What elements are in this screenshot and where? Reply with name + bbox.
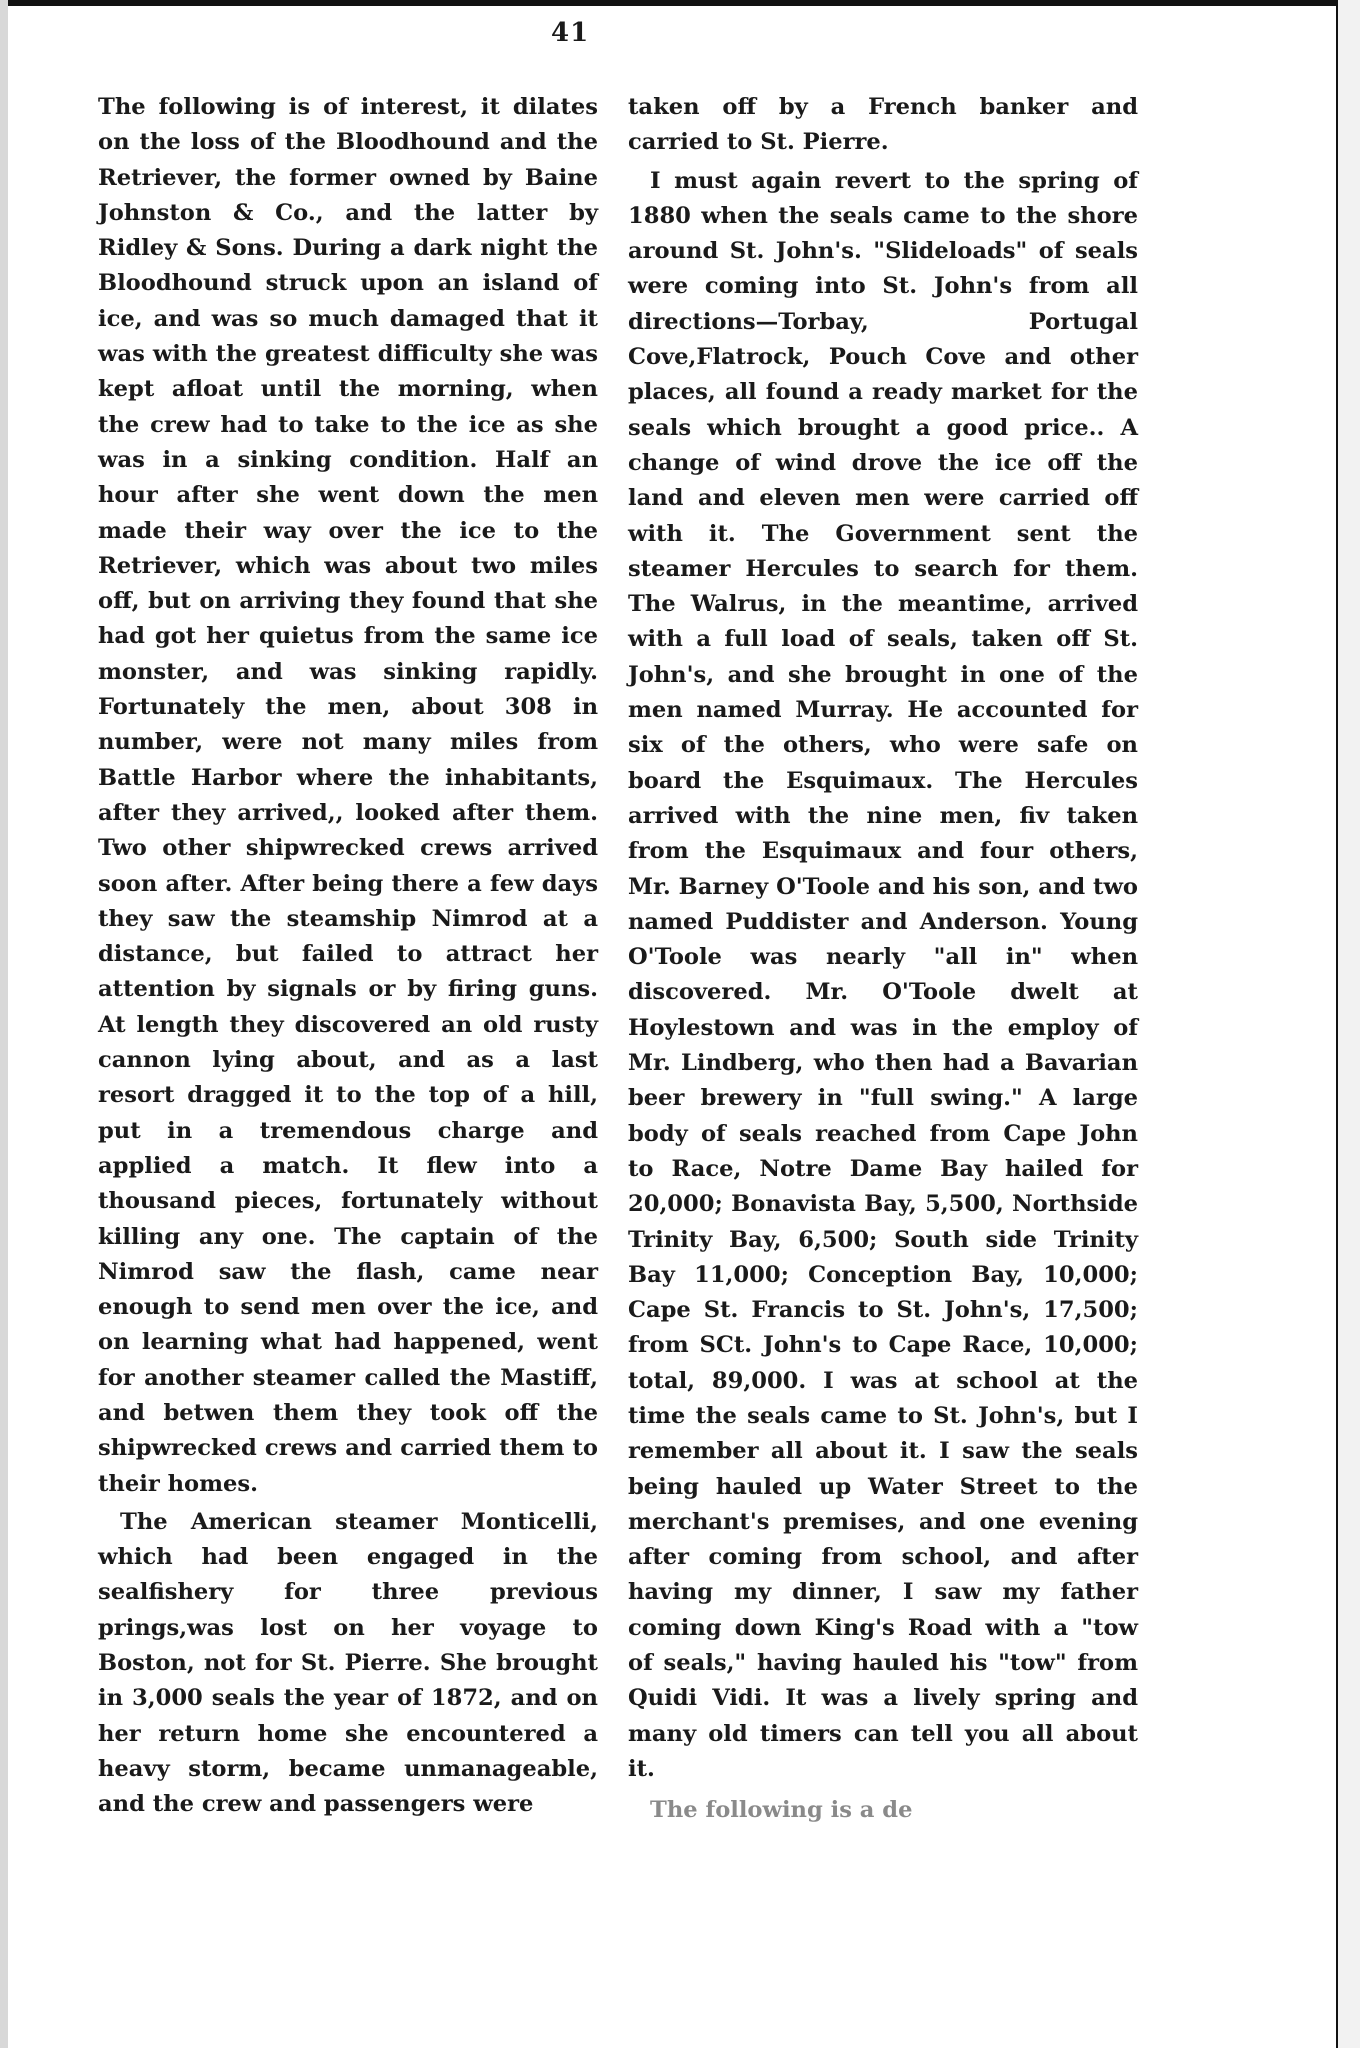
left-paragraph-1: The following is of interest, it dilates on the loss of the Bloodhound and the Retriever, the former owned by Baine Johnston & Co., and the latter by Ridley & Sons. During a dark night the Bloodhound struck upon an island of ice, and was so much damaged that it was with the greatest difficulty she was kept afloat until the morning, when the crew had to take to the ice as she was in a sinking condition. Half an hour after she went down the men made their way over the ice to the Retriever, which was about two miles off, but on arriving they found that she had got her quietus from the same ice monster, and was sinking rapidly. Fortunately the men, about 308 in number, were not many miles from Battle Harbor where the inhabitants, after they arrived,, looked after them. Two other shipwrecked crews arrived soon after. After being there a few days they saw the steamship Nimrod at a distance, but failed to attract her attention by signals or by firing guns. At length they discovered an old rusty cannon lying about, and as a last resort dragged it to the top of a hill, put in a tremendous charge and applied a match. It flew into a thousand pieces, fortunately without killing any one. The captain of the Nimrod saw the flash, came near enough to send men over the ice, and on learning what had happened, went for another steamer called the Mastiff, and betwen them they took off the shipwrecked crews and carried them to their homes. bbox=[98, 94, 598, 1497]
right-paragraph-3: The following is a de bbox=[650, 1797, 913, 1824]
page-top-edge bbox=[0, 0, 1360, 6]
right-paragraph-1: taken off by a French banker and carried to St. Pierre. bbox=[628, 94, 1138, 156]
page-left-edge bbox=[0, 0, 8, 2048]
page-right-edge bbox=[1336, 0, 1360, 2048]
left-column bbox=[98, 90, 598, 1823]
page-number: 41 bbox=[551, 18, 590, 48]
left-paragraph-2: The American steamer Monticelli, which had been engaged in the sealfishery for three previous prings,was lost on her voyage to Boston, not for St. Pierre. She brought in 3,000 seals the year of 1872, and on her return home she encountered a heavy storm, became unmanageable, and the crew and passengers were bbox=[98, 1508, 598, 1818]
right-paragraph-2: I must again revert to the spring of 1880 when the seals came to the shore around St. John's. "Slideloads" of seals were coming into St. John's from all directions—Torbay, Portugal Cove,Flatrock, Pouch Cove and other places, all found a ready market for the seals which brought a good price.. A change of wind drove the ice off the land and eleven men were carried off with it. The Government sent the steamer Hercules to search for them. The Walrus, in the meantime, arrived with a full load of seals, taken off St. John's, and she brought in one of the men named Murray. He accounted for six of the others, who were safe on board the Esquimaux. The Hercules arrived with the nine men, fiv taken from the Esquimaux and four others, Mr. Barney O'Toole and his son, and two named Puddister and Anderson. Young O'Toole was nearly "all in" when discovered. Mr. O'Toole dwelt at Hoylestown and was in the employ of Mr. Lindberg, who then had a Bavarian beer brewery in "full swing." A large body of seals reached from Cape John to Race, Notre Dame Bay hailed for 20,000; Bonavista Bay, 5,500, Northside Trinity Bay, 6,500; South side Trinity Bay 11,000; Conception Bay, 10,000; Cape St. Francis to St. John's, 17,500; from SCt. John's to Cape Race, 10,000; total, 89,000. I was at school at the time the seals came to St. John's, but I remember all about it. I saw the seals being hauled up Water Street to the merchant's premises, and one evening after coming from school, and after having my dinner, I saw my father coming down King's Road with a "tow of seals," having hauled his "tow" from Quidi Vidi. It was a lively spring and many old timers can tell you all about it. bbox=[628, 167, 1138, 1782]
right-column bbox=[628, 90, 1138, 1829]
